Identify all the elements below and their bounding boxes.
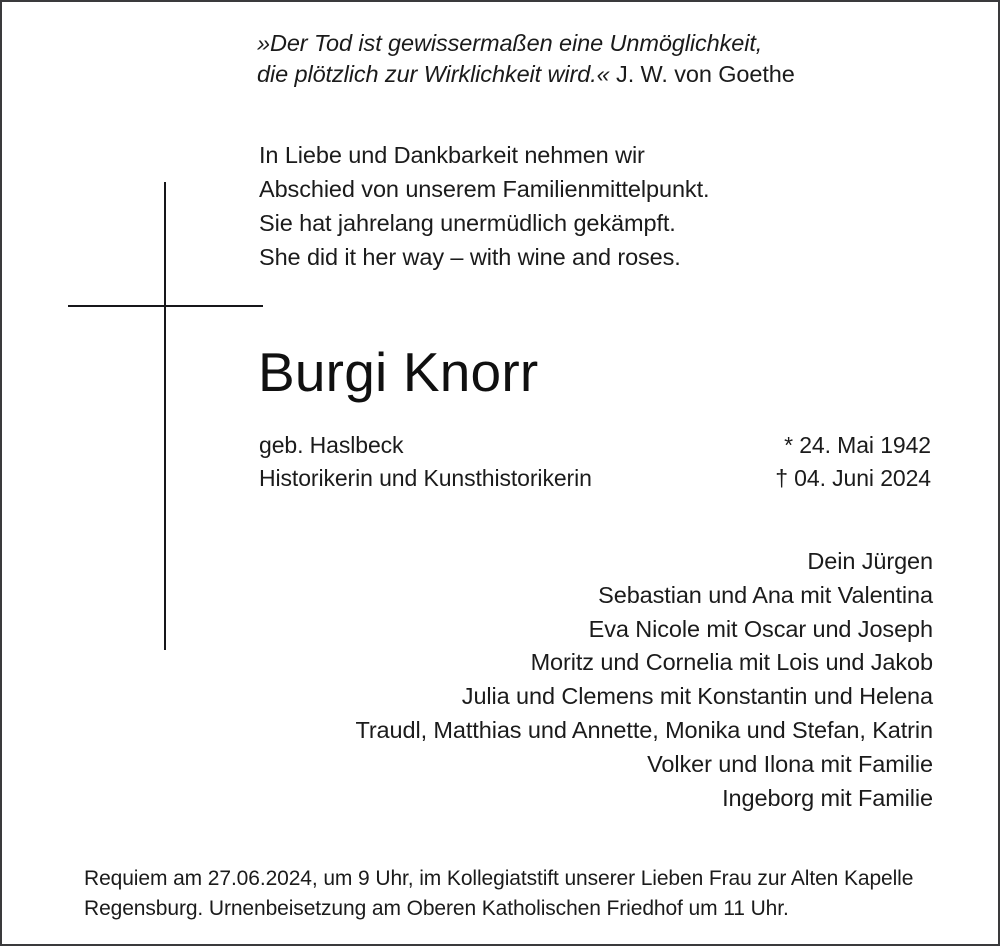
intro-line: Abschied von unserem Familienmittelpunkt. [259, 176, 710, 202]
intro-line: In Liebe und Dankbarkeit nehmen wir [259, 142, 645, 168]
deceased-name: Burgi Knorr [258, 341, 539, 403]
death-date: † 04. Juni 2024 [775, 465, 931, 491]
quote-line-1: »Der Tod ist gewissermaßen eine Unmöglichkeit, [257, 30, 763, 56]
survivor-line: Ingeborg mit Familie [722, 784, 933, 811]
deceased-details [259, 429, 931, 495]
survivor-line: Volker und Ilona mit Familie [647, 750, 933, 777]
survivors-list [173, 545, 933, 815]
survivor-line: Dein Jürgen [807, 548, 933, 574]
intro-text [259, 138, 919, 274]
survivor-line: Traudl, Matthias und Annette, Monika und Stefan, Katrin [355, 716, 933, 743]
birth-date: * 24. Mai 1942 [784, 432, 931, 458]
details-row-birth [259, 429, 931, 462]
quote-attribution: J. W. von Goethe [609, 61, 795, 87]
epigraph-quote [257, 28, 957, 90]
cross-icon-horizontal-beam [68, 305, 263, 307]
survivor-line: Eva Nicole mit Oscar und Joseph [588, 615, 933, 642]
profession: Historikerin und Kunsthistorikerin [259, 465, 592, 491]
intro-line: Sie hat jahrelang unermüdlich gekämpft. [259, 210, 676, 236]
details-row-death [259, 462, 931, 495]
maiden-name: geb. Haslbeck [259, 432, 404, 458]
quote-line-2: die plötzlich zur Wirklichkeit wird.« [257, 61, 610, 87]
survivor-line: Julia und Clemens mit Konstantin und Helena [461, 683, 933, 710]
cross-icon-vertical-beam [164, 182, 166, 650]
survivor-line: Sebastian und Ana mit Valentina [598, 581, 933, 608]
funeral-service-info: Requiem am 27.06.2024, um 9 Uhr, im Kollegiatstift unserer Lieben Frau zur Alten Kapelle Regensburg. Urnenbeisetzung am Oberen Katholischen Friedhof um 11 Uhr. [84, 867, 914, 920]
survivor-line: Moritz und Cornelia mit Lois und Jakob [530, 649, 933, 676]
intro-line: She did it her way – with wine and roses. [259, 244, 681, 270]
